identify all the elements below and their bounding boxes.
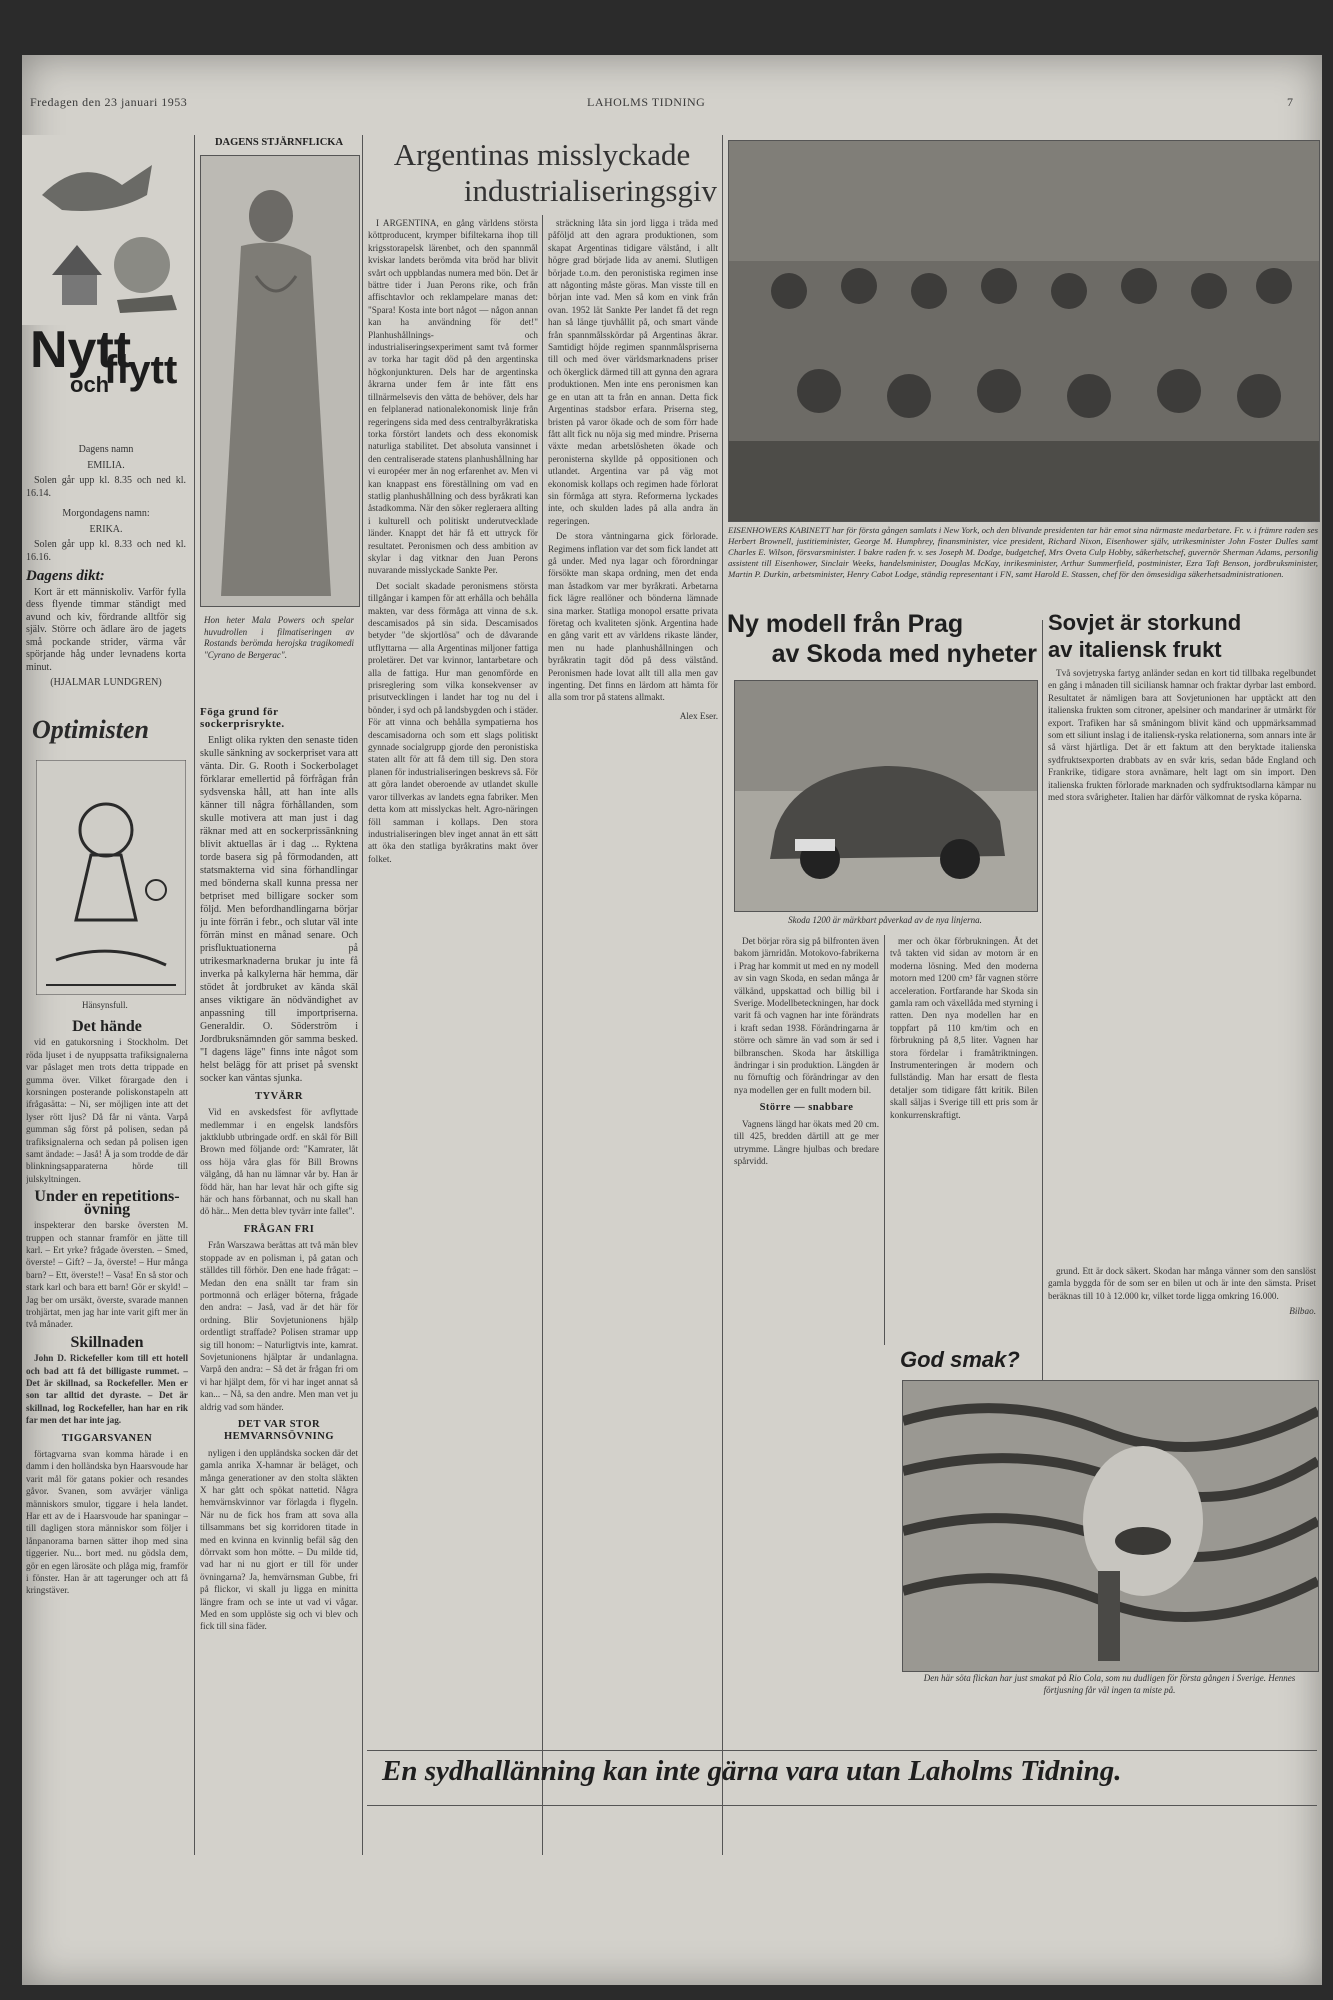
eisenhower-cabinet-photo [728, 140, 1320, 522]
skoda-text-1: Det börjar röra sig på bilfronten även bakom järnridån. Motokovo-fabrikerna i Prag har kommit ut med en ny modell av sin vagn Skoda, en sedan många år välkänd, uppskattad och billig bil i Sverige. Modellbeteckningen, har dock varit fä och vagnen har inte förändrats i kraft sedan 1938. Förändringarna är större och sämre än vad som är sed i bilbranschen. Skoda har åtskilliga ändringar i sin produktion. Längden är nu förnuftig och förändringar av den nya modellen ger en fullt modern bil. [734, 936, 879, 1095]
column-rule [722, 135, 723, 1855]
column-rule [194, 135, 195, 1855]
argentina-headline-line2: industrialiseringsgiv [463, 173, 717, 208]
column-rule [884, 935, 885, 1345]
dikt-text: Kort är ett människoliv. Varför fylla dess flyende timmar ständigt med avund och kiv, fördrande alltför sig själv. Större och ädlare äro de jagets små pockande strider, värma vår spörjande håg under levnadens korta minut. [26, 586, 186, 673]
och-title-word: och [70, 372, 110, 397]
argentina-headline-line1: Argentinas misslyckade [393, 137, 691, 172]
header-page-number: 7 [1287, 95, 1294, 109]
nytt-title-word: Nytt [30, 321, 132, 379]
fragan-text: Från Warszawa berättas att två män blev stoppade av en polisman i, på gatan och ställdes till förhör. Den ene hade frågat: – Medan den ena snällt tar fram sin portmonnä och erläger böterna, frågade den andra: – Jaså, vad är det här för ordning. Blir Sovjetunionens hjälp ordentligt straffade? Polisen stramar upp sig till honom: – Naturligtvis inte, kamrat. Sovjetunionens hjälptar är undanlagna. Varpå den andra: – Så det är frågan fri om vi har hjälpt dem, för vi har inget annat så kan... – Nå, sa den andre. Men man vet ju aldrig vad som händer. [200, 1240, 358, 1412]
nytt-text-block [26, 440, 186, 710]
sovjet-author: Bilbao. [1289, 1306, 1316, 1317]
cartoon-drawing [36, 760, 186, 995]
skillnaden-text: John D. Rickefeller kom till ett hotell och bad att få det billigaste rummet. – Det är skillnad, sa Rockefeller. Men er son tar alltid det dyraste. – Det är skillnad, log Rockefeller, han har en rik far men det har inte jag. [26, 1353, 188, 1426]
names-tomorrow: ERIKA. [89, 523, 123, 535]
hemvarns-text: nyligen i den uppländska socken där det gamla anrika X-hamnar är beläget, och många generationer av den stolta släkten X har gått och spökat nattetid. Några hemvärnskvinnor var förlagda i flygeln. När nu de fick hos fram att sova alla tillsammans bet sig korridoren titade in med en kvinna en kvinnlig befäl såg den dörrvakt som hon mötte. – Du milde tid, vad har ni nu gjort er till för under övningarna? Ja, hemvärnsman Gubbe, fri på flickor, vi skall ju ligga en minitta längre fram och se inte ut vad vi vågar. Med en som upplöste sig och vi blev och fick till sina fäder. [200, 1447, 358, 1632]
skoda-car-photo [734, 680, 1038, 912]
fragan-title: FRÅGAN FRI [243, 1223, 315, 1235]
names-tomorrow-label: Morgondagens namn: [62, 508, 150, 519]
banner-rule [367, 1805, 1317, 1806]
sun-tomorrow: Solen går upp kl. 8.33 och ned kl. 16.16. [26, 539, 186, 563]
sun-today: Solen går upp kl. 8.35 och ned kl. 16.14. [26, 475, 186, 499]
repetition-text: inspekterar den barske översten M. truppen och stannar framför en jätte till karl. – Ert yrke? frågade översten. – Smed, överste! – Gift? – Ja, överste! – Hur många barn? – Ett, överste!! – Vasa! En så stor och stark karl och bara ett barn! Gör er skyld! – Jag ber om ursäkt, överste, svarade mannen trohjärtat, men jag har inte varit gift mer än två månader. [26, 1220, 188, 1330]
god-smak-title: God smak? [900, 1347, 1020, 1372]
left-column-articles [26, 1015, 188, 1865]
header-date: Fredagen den 23 januari 1953 [30, 95, 188, 109]
rio-cola-photo [902, 1380, 1319, 1672]
repetition-title: Under en repetitions-övning [34, 1188, 180, 1218]
tiggarsvanen-text: förtagvarna svan komma härade i en damm i den holländska byn Haarsvoude har varit mål för gatans pokier och resandes gåvor. Svanen, som avvärjer vänliga människors smulor, tiggare i hela landet. Har ett av de i Haarsvoude har spaningar – till dagligen stora människor som följer i lånpanorama barnen sätter ihop med sina tiggerier. Nu... bort med. nu gödsla dem, gör en egen lärosäte och plåga mig, framför i fönster. Han är att tagerunger och att få kringstäver. [26, 1449, 188, 1596]
mala-powers-photo [200, 155, 360, 607]
column-rule [362, 135, 363, 1855]
skoda-text-2: mer och ökar förbrukningen. Åt det två takten vid sidan av motorn är en moderna lösning. Med den moderna motorn med 1200 cm³ får vagnen större acceleration. Fortfarande har Skoda sin gamla ram och växellåda med styrning i ratten. Den nya modellen har en toppfart på 110 km/tim och en förbrukning på 8,5 liter. Vagnen har stora fördelar i framåtriktningen. Instrumenteringen är modern och fullständig. Man har ersatt de flesta detaljer som tidigare fått kritik. Bilen skall säljas i Sverige till ett pris som är konkurrenskraftigt. [890, 936, 1038, 1120]
cartoon-title: Optimisten [32, 715, 150, 744]
argentina-text-4: De stora väntningarna gick förlorade. Regimens inflation var det som fick landet att gå under. Med nya lagar och förordningar försökte man skapa ordning, men det enda man åstadkom var mer byråkrati. Arbetarna fick lägre reallöner och bönderna lämnade sina marker. Statliga monopol ersatte privata företag och kvaliteten sjönk. Argentina hade en gång varit ett av världens rikaste länder, men nu hade planhushållningen och byråkratin tagit död på dess välstånd. Peronismen hade lovat allt till alla men gav ingenting. Det finns en lärdom att hämta för alla som tror på statens allmakt. [548, 531, 718, 703]
skoda-col-1 [734, 935, 879, 1345]
skillnaden-title: Skillnaden [70, 1333, 144, 1351]
argentina-col-1 [368, 217, 538, 1857]
stjarnflicka-title: DAGENS STJÄRNFLICKA [214, 137, 344, 148]
argentina-text-1: I ARGENTINA, en gång världens största köttproducent, krymper bifiltekarna ihop till krigsstorapelsk lärenbet, och den spannmål kviskar landets berömda vita bröd har blivit svårt och uppblandas numera med bön. Det är bättre tider i Juan Perons rike, och från affischtavlor och reklampelare manas det: "Spara! Kosta inte bort något — någon annan kan ha användning för det!" Planhushållnings- och industrialiseringsexperiment samt två former av torka har tagit död på den argentinska högkonjunkturen. Dels har de argentinska åkrarna under fem år inte fått ens tillnärmelsevis den vätta de behöver, dels har en felplanerad nationalekonomisk linje från regeringens sida med dess centralbyråkratiska torka förstört landets och dess ekonomisk naturliga stabilitet. Det absoluta vansinnet i den centraliserade statens planhushållning har vi européer mer än nog erfarenhet av. Men vi kan knappast ens föreställning om vad en statlig planhushållning och dess byråkrati kan åstadkomma. När den söker regleraera allting i kulturell och politiskt underutvecklade länder. Knappt det här få ett uttryck för resultatet. Peronismen och dess ambition av skylar i dag vitknar den Juan Perons nuvarande misslyckade Sankte Per. [368, 218, 538, 576]
names-today-label: Dagens namn [78, 444, 134, 455]
skoda-col-2 [890, 935, 1038, 1345]
skoda-text-1b: Vagnens längd har ökats med 20 cm. till 425, bredden därtill att ge mer utrymme. Längre hjulbas och bredare spårvidd. [734, 1118, 879, 1166]
sovjet-text-block [1048, 667, 1316, 1262]
sovjet-text-2: grund. Ett är dock säkert. Skodan har många vänner som den sanslöst gamla byggda för de som ser en bilen ut och är inte den sämsta. Priset beräknas till 10 à 12.000 kr, vilket torde ligga omkring 16.000. [1048, 1266, 1316, 1301]
tiggarsvanen-title: TIGGARSVANEN [61, 1432, 153, 1444]
cartoon-caption: Hänsynsfull. [82, 1000, 128, 1010]
nytt-och-flytt-title [22, 320, 192, 440]
sovjet-headline-line1: Sovjet är storkund [1048, 610, 1242, 635]
second-column-articles [200, 700, 358, 1860]
dikt-author: (HJALMAR LUNDGREN) [50, 677, 162, 688]
argentina-author: Alex Eser. [679, 710, 718, 721]
sovjet-text-block-2 [1048, 1265, 1316, 1345]
soker-title: Föga grund för sockerprisrykte. [200, 706, 285, 731]
eisenhower-caption: EISENHOWERS KABINETT har för första gången samlats i New York, och den blivande presidenten tar här emot sina närmaste medarbetare. Fr. v. i främre raden ses Herbert Brownell, justitieminister, George M. Humphrey, finansminister, vice president, Richard Nixon, Eisenhower själv, utrikesminister John Foster Dulles samt Charles E. Wilson, försvarsminister. I bakre raden fr. v. ses Joseph M. Dodge, budgetchef, Mrs Oveta Culp Hobby, säkerhetschef, guvernör Sherman Adams, personlig assistent till Eisenhower, Sinclair Weeks, handelsminister, Douglas McKay, inrikesminister, Arthur Summerfield, postminister, Ezra Taft Benson, jordbruksminister, Martin P. Durkin, arbetsminister, Henry Cabot Lodge, ständig representant i FN, samt Harold E. Stassen, chef för den ömsesidiga säkerhetsadministrationen. [728, 525, 1318, 579]
tyvarr-text: Vid en avskedsfest för avflyttade medlemmar i en engelsk landsförs jaktklubb utbringade ordf. en skål för Bill Brown med följande ord: "Kamrater, låt oss höja våra glas för Bill Browns välgång, då han nu lämnar vår by. Han är född här, han har levat här och gifte sig här och hans förbannat, och nu skall han dö här... Men detta blev tyvärr inte fallet". [200, 1107, 358, 1217]
sovjet-text: Två sovjetryska fartyg anländer sedan en kort tid tillbaka regelbundet en gång i månaden till siciliansk hamnar och fraktar dyrbar last embord. Resultatet är nämligen bara att Sovjetunionen har upptäckt att den italienska frukten som citroner, apelsiner och mandariner är utmärkt för export. Trafiken har så småningom blivit känd och uppmärksammad som ett siliunt inslag i de italiensk-ryska relationerna, som annars inte är så värst hjärtliga. Det är ett faktum att den beryktade italienska sydfruktsexporten drabbats av en svår kris, sedan både England och Frankrike, tidigare stora avnämare, helt lagt om sin import. Den italienska frukten förlorade marknaden och sydfruktsodlarna kämpar nu med stora svårigheter. Italien har därför välkomnat de ryska köparna. [1048, 668, 1316, 803]
names-today: EMILIA. [87, 459, 125, 471]
dikt-title: Dagens dikt: [26, 568, 105, 584]
banner-rule [367, 1750, 1317, 1751]
nytt-illustration [22, 135, 192, 325]
skoda-photo-caption: Skoda 1200 är märkbart påverkad av de nya linjerna. [788, 915, 982, 925]
det-hande-title: Det hände [72, 1018, 142, 1035]
subscription-banner: En sydhallänning kan inte gärna vara utan Laholms Tidning. [382, 1755, 1122, 1787]
soker-text: Enligt olika rykten den senaste tiden skulle sänkning av sockerpriset vara att vänta. Dir. G. Rooth i Sockerbolaget förklarar emellertid på förfrågan från sydsvenska håll, att han inte alls känner till några förhållanden, som skulle motivera att man just i dag räknar med att en sockerprissänkning blivit aktuellas är i dag ... Ryktena torde basera sig på förmodanden, att statsmakterna vid sina förhandlingar med bönderna skall kunna pressa ner betpriset med billigare socker som följd. Men befordhandlingarna börjar ju inte förrän i febr., och slutar väl inte förrän minst en månad senare. Och prisfluktuationerna på utrikesmarknaderna brukar ju inte få inverka på kalkylerna här hemma, där stödet åt jordbruket av kända skäl anses viktigare än nödvändighet av anpassning till importpriserna. Generaldir. O. Söderström i Jordbruksnämnden gör samma besked. "I dagens läge" finns inte något som helst belägg för att priset på svenskt socker kan väntas sjunka. [200, 734, 358, 1084]
stjarnflicka-caption: Hon heter Mala Powers och spelar huvudrollen i filmatiseringen av Rostands berömda herojska tragikomedi "Cyrano de Bergerac". [204, 615, 354, 660]
column-rule [542, 215, 543, 1855]
flytt-title-word: flytt [104, 348, 178, 392]
argentina-col-2 [548, 217, 718, 1857]
skoda-headline-line1: Ny modell från Prag [727, 610, 964, 638]
skoda-headline-line2: av Skoda med nyheter [771, 640, 1037, 668]
rio-cola-caption: Den här söta flickan har just smakat på Rio Cola, som nu dudligen för första gången i Sverige. Hennes förtjusning får väl ingen ta miste på. [923, 1673, 1296, 1695]
sovjet-headline-line2: av italiensk frukt [1048, 637, 1222, 662]
tyvarr-title: TYVÄRR [255, 1090, 303, 1102]
det-hande-text: vid en gatukorsning i Stockholm. Det röda ljuset i de nyuppsatta trafiksignalerna var påslaget men trots detta trippade en gumma över. Vilket förargade den i korsningen posterande poliskonstapeln att ifrågasätta: – Ni, ser möjligen inte att det lyser rött ljus? Då får ni vänta. Varpå gumman såg först på polisen, sedan på trafiksignalerna och sedan på polisen igen samt ändade: – Jaså! Å ja som trodde de där blinkningsapparaterna hörde till julskyltningen. [26, 1037, 188, 1184]
newspaper-page [22, 55, 1322, 1985]
skoda-subhead: Större — snabbare [759, 1102, 854, 1114]
hemvarns-title: DET VAR STOR HEMVARNSÖVNING [223, 1418, 335, 1443]
argentina-text-2: Det socialt skadade peronismens största tillgångar i kampen för att erhålla och behålla makten, var dess förmåga att vinna de s.k. descamisados på sin sida. Descamisados betyder "de skjortlösa" och de dåvarande utflyttarna — alla Argentinas miljoner fattiga proletärer. Det var kvinnor, lantarbetare och alla de fattiga. Hur man genomförde en prisreglering som vilka konsekvenser av prisutvecklingen i landet har tog nu del i bönder, i syd och på landsbygden och i städer. För att vinna och behålla sympatierna hos descamisadorna och som ett slags politiskt gynnade socialgrupp gjorde den peronistiska staten allt för att få dem till sig. Den stora planen för industrialiseringen beskrevs så. För att göra landet oberoende av utlandet skulle varor tillverkas av landets egna fabriker. Men detta kom att misslyckas helt. Agro-näringen föll samman i kollaps. Den stora industrialiseringen blev inget annat än ett sätt att öka den statliga byråkratins makt över folket. [368, 580, 538, 864]
argentina-text-3: sträckning låta sin jord ligga i träda med påföljd att den agrara produktionen, som skapat Argentinas tidigare välstånd, i allt högre grad började lida av anemi. Slutligen började t.o.m. den peronistiska regimen inse att någonting måste göras. Man visste till en början inte vad. Men så kom en vink från ovan. 1952 lät Sankte Per landet få det regn han så länge tjuvhållit på, och smart vände från spannmålsskördar på Argentinas åkrar. Samtidigt höjde regimen spannmålspriserna till och med över världsmarknadens priser och ökerglick därmed till att gynna den agrara produktionen. Men inte ens peronismen kan ge en utan att ta från en annan. Detta fick Argentinas stadsbor erfara. Priserna steg, bristen på varor ökade och de som förr hade fått allt fick nu nöja sig med mindre. Priserna växte medan arbetslösheten ökade och peronisterna skyllde på oppositionen och utlandet. Argentina var på väg mot ekonomisk kollaps och regimen hade förlorat sin förmåga att styra. Reformerna lyckades inte, och skulden lades på alla andra än regeringen. [548, 218, 718, 526]
header-paper-name: LAHOLMS TIDNING [587, 95, 706, 109]
